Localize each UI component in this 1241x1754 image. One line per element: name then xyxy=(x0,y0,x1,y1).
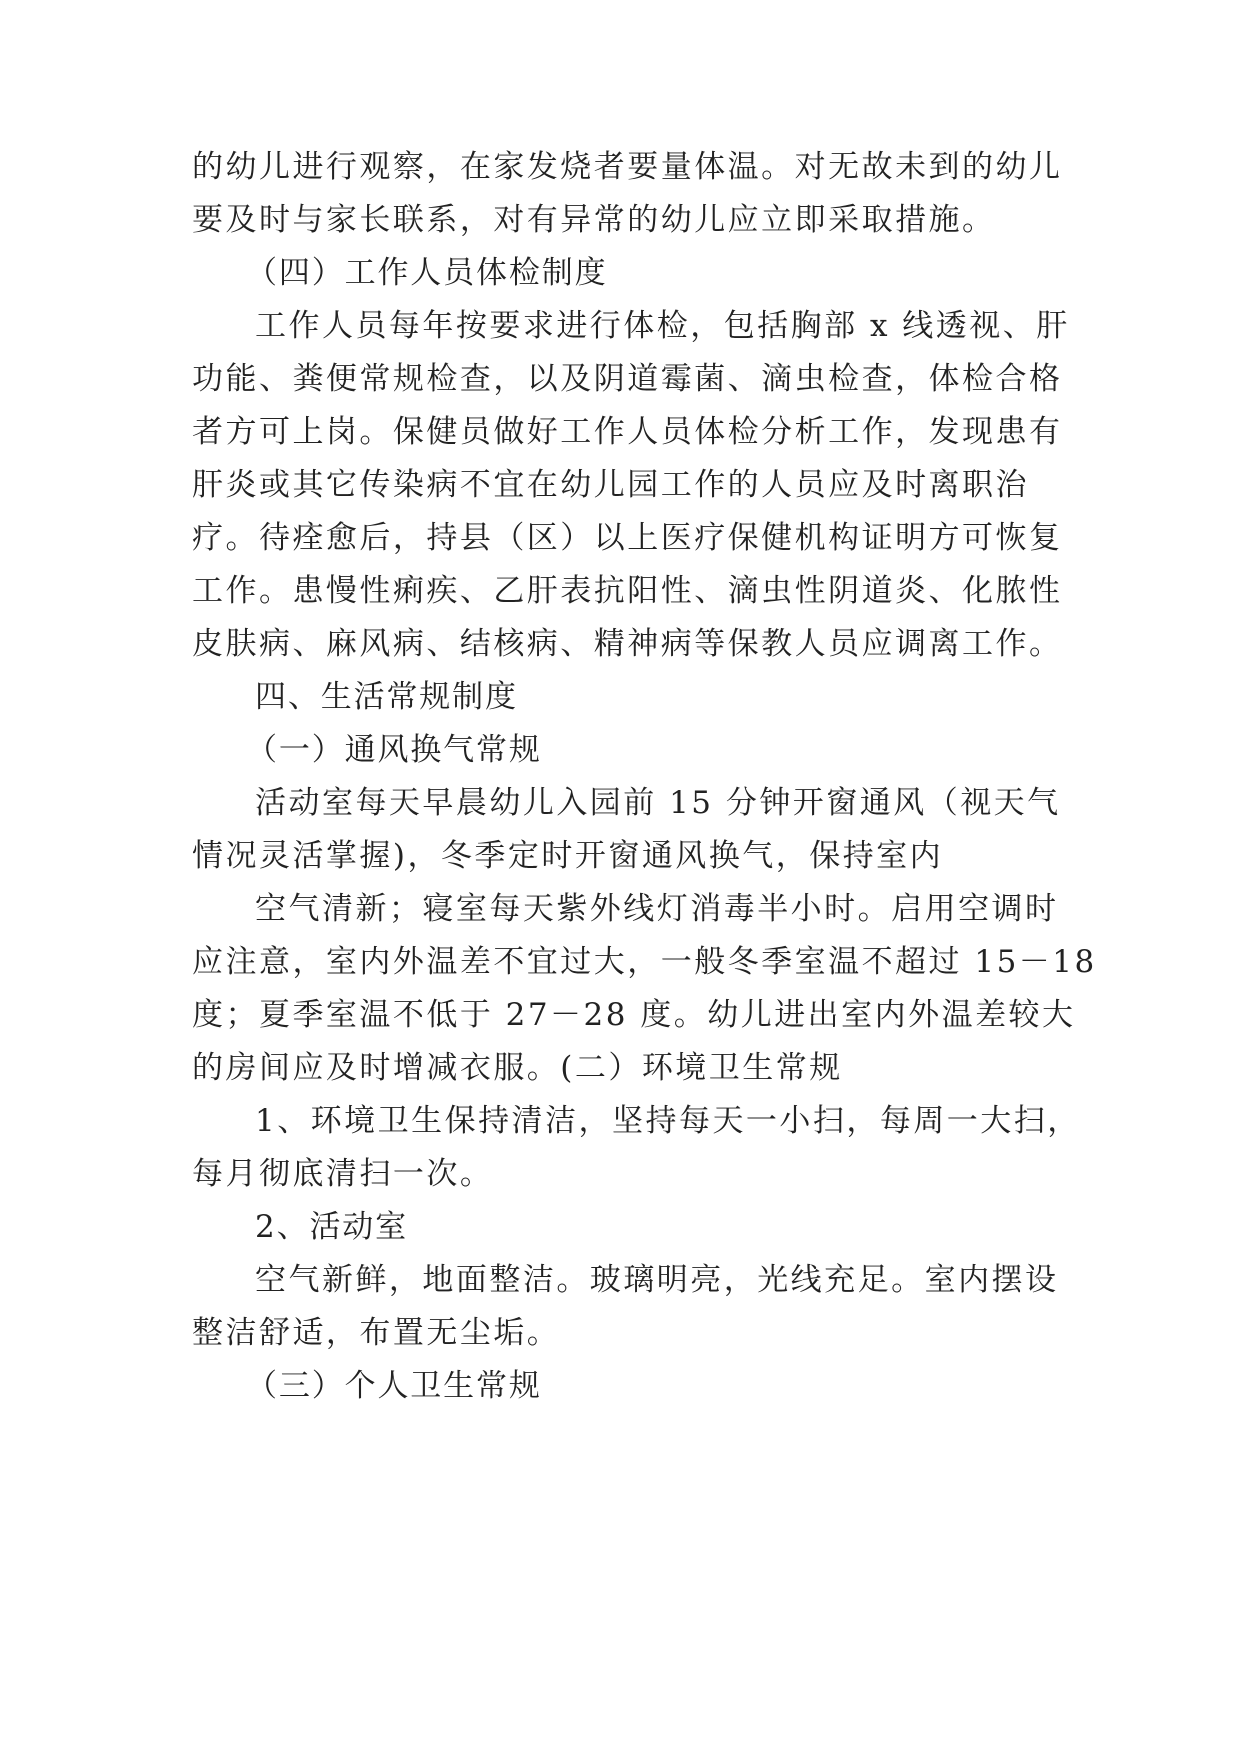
section-heading: 2、活动室 xyxy=(255,1209,409,1245)
paragraph-line: 空气清新；寝室每天紫外线灯消毒半小时。启用空调时 xyxy=(255,891,1059,927)
paragraph-line: 肝炎或其它传染病不宜在幼儿园工作的人员应及时离职治 xyxy=(192,467,1029,503)
paragraph-line: 整洁舒适，布置无尘垢。 xyxy=(192,1315,561,1351)
paragraph-line: 的幼儿进行观察，在家发烧者要量体温。对无故未到的幼儿 xyxy=(192,149,1063,185)
paragraph-line: 者方可上岗。保健员做好工作人员体检分析工作，发现患有 xyxy=(192,414,1063,450)
paragraph-line: 工作人员每年按要求进行体检，包括胸部 x 线透视、肝 xyxy=(255,308,1070,344)
paragraph-line: 皮肤病、麻风病、结核病、精神病等保教人员应调离工作。 xyxy=(192,626,1063,662)
paragraph-line: 疗。待痊愈后，持县（区）以上医疗保健机构证明方可恢复 xyxy=(192,520,1063,556)
paragraph-line: 度；夏季室温不低于 27－28 度。幼儿进出室内外温差较大 xyxy=(192,997,1076,1033)
section-heading: 四、生活常规制度 xyxy=(255,679,518,715)
paragraph-line: 1、环境卫生保持清洁，坚持每天一小扫，每周一大扫， xyxy=(255,1103,1081,1139)
paragraph-line: 应注意，室内外温差不宜过大，一般冬季室温不超过 15－18 xyxy=(192,944,1097,980)
section-heading: （三）个人卫生常规 xyxy=(246,1368,542,1404)
paragraph-line: 功能、粪便常规检查，以及阴道霉菌、滴虫检查，体检合格 xyxy=(192,361,1063,397)
section-heading: （四）工作人员体检制度 xyxy=(246,255,608,291)
paragraph-line: 要及时与家长联系，对有异常的幼儿应立即采取措施。 xyxy=(192,202,996,238)
paragraph-line: 的房间应及时增减衣服。(二）环境卫生常规 xyxy=(192,1050,843,1086)
paragraph-line: 工作。患慢性痢疾、乙肝表抗阳性、滴虫性阴道炎、化脓性 xyxy=(192,573,1063,609)
paragraph-line: 每月彻底清扫一次。 xyxy=(192,1156,494,1192)
paragraph-line: 空气新鲜，地面整洁。玻璃明亮，光线充足。室内摆设 xyxy=(255,1262,1059,1298)
paragraph-line: 情况灵活掌握)，冬季定时开窗通风换气，保持室内 xyxy=(192,838,944,874)
paragraph-line: 活动室每天早晨幼儿入园前 15 分钟开窗通风（视天气 xyxy=(255,785,1061,821)
section-heading: （一）通风换气常规 xyxy=(246,732,542,768)
